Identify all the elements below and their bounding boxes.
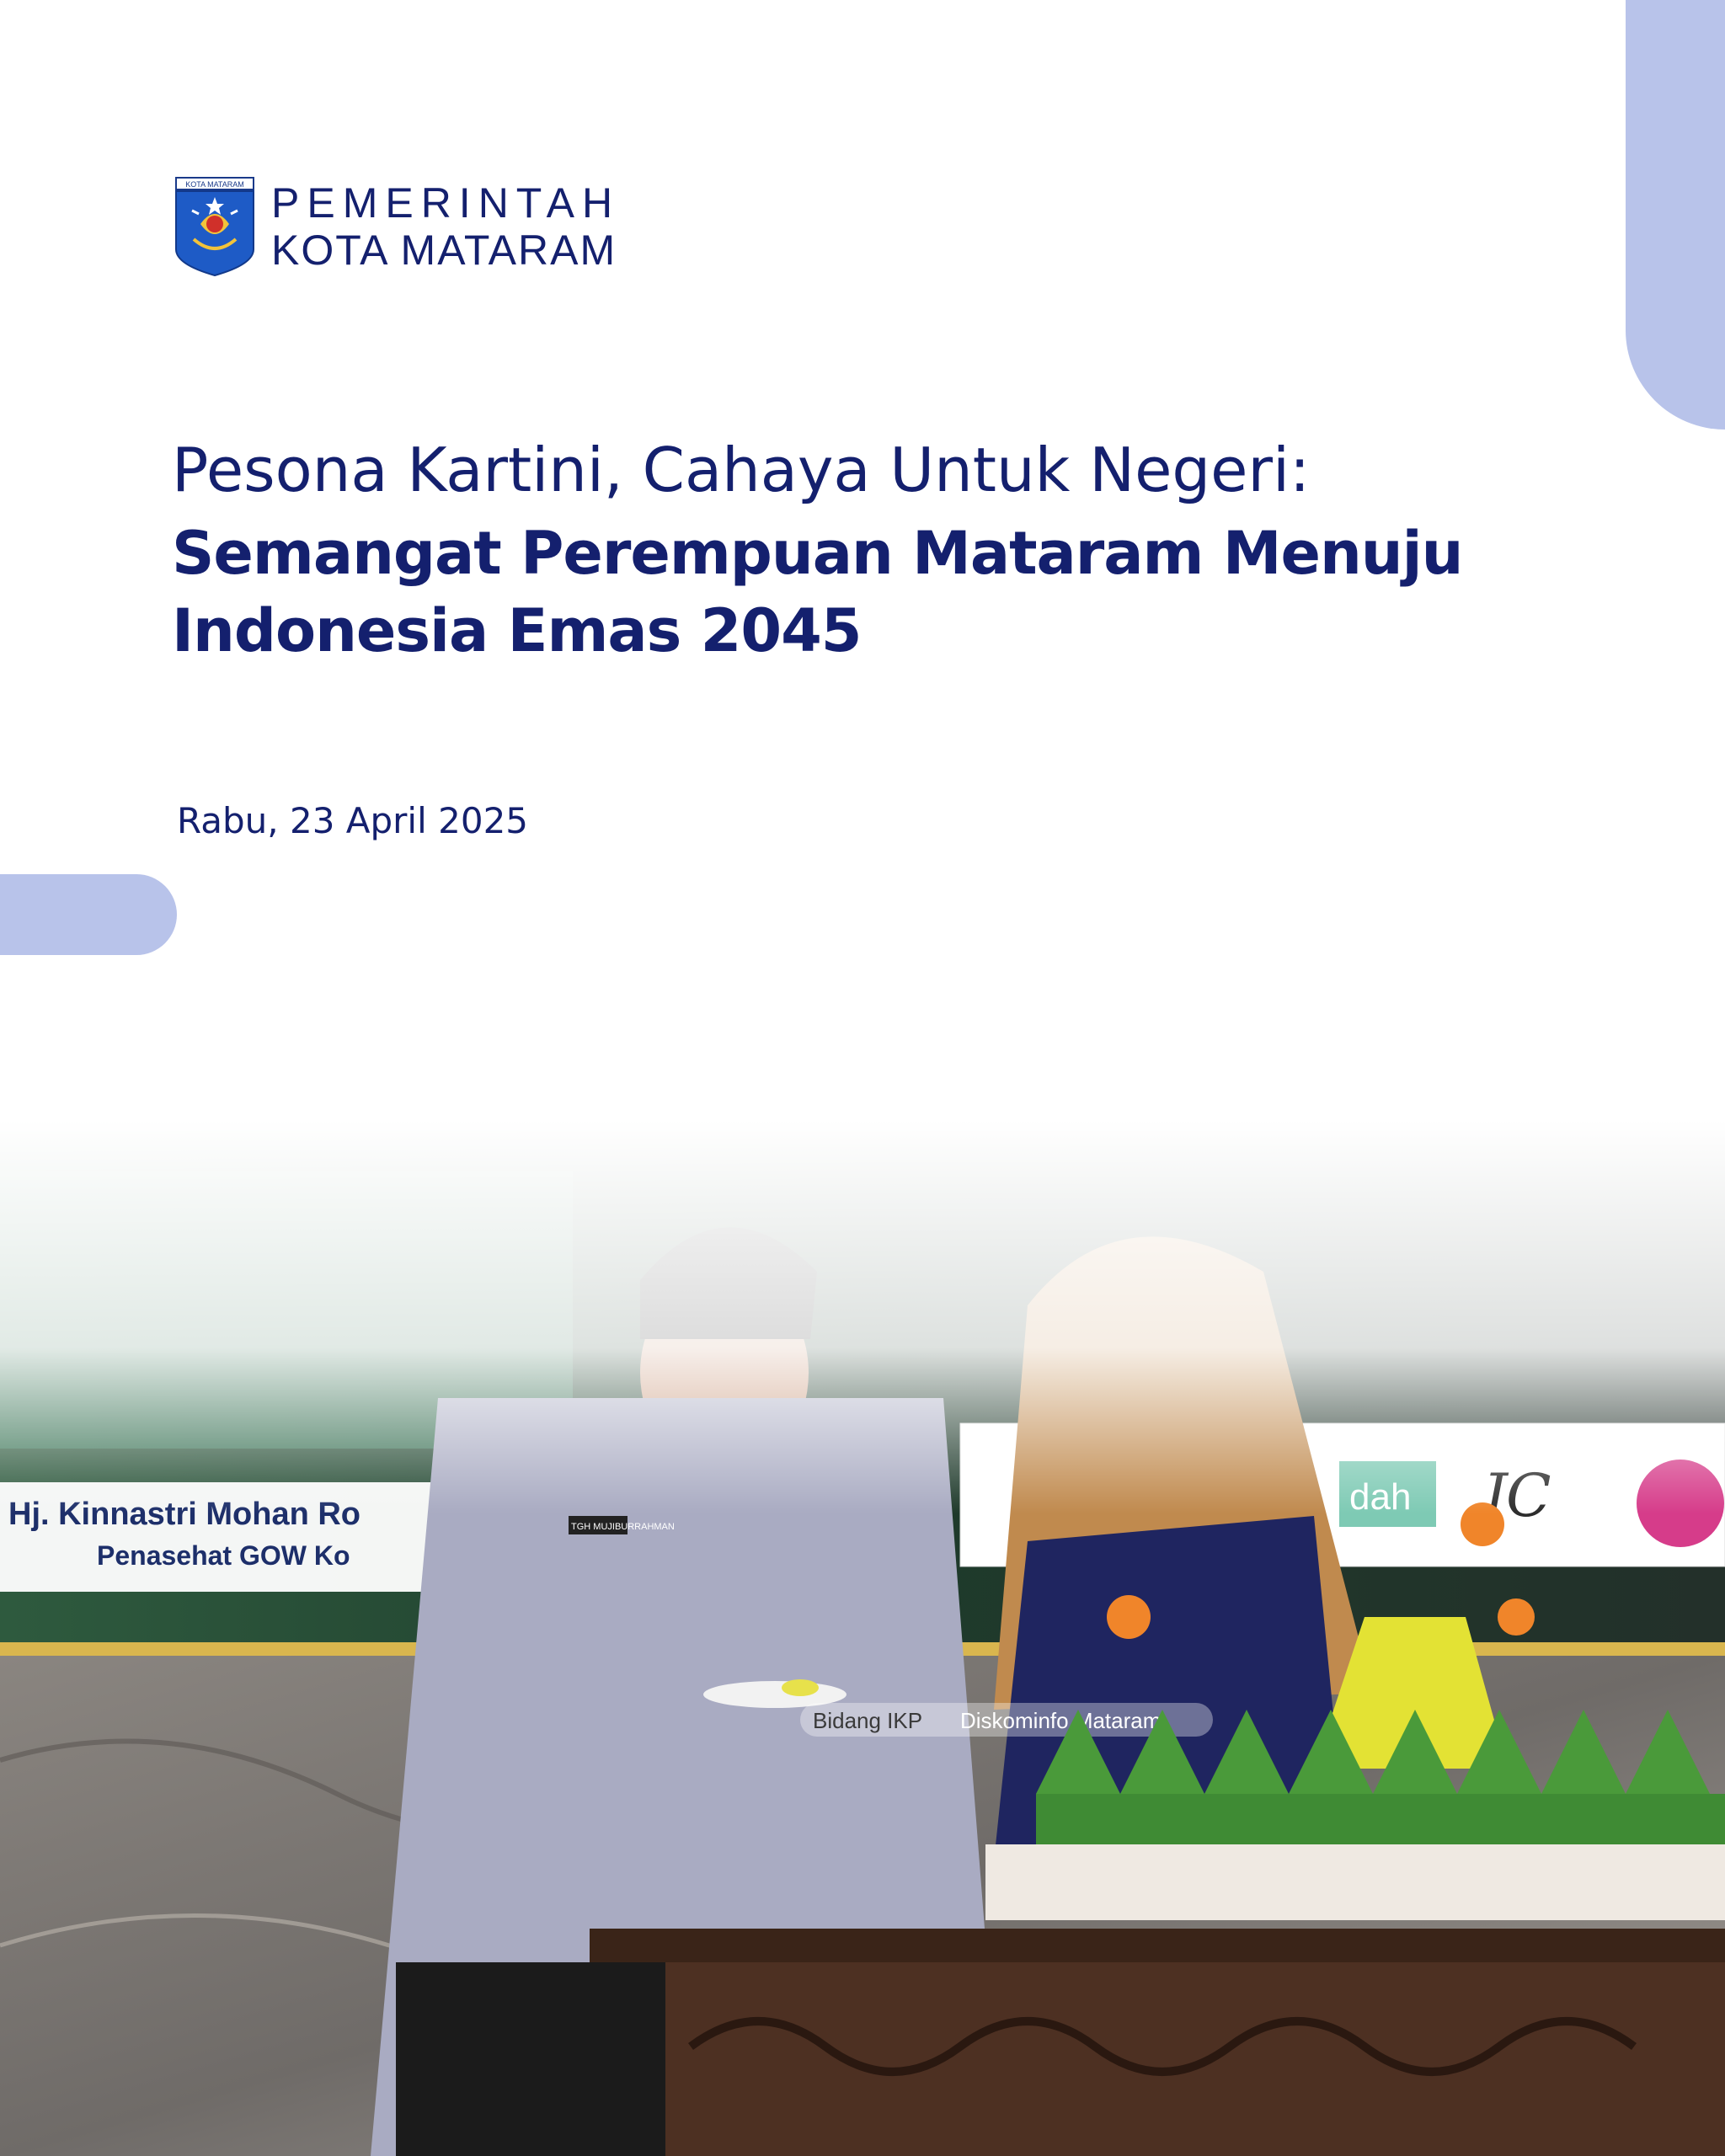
city-emblem-icon xyxy=(175,177,254,276)
org-name-line2: KOTA MATARAM xyxy=(271,227,617,274)
headline-main-line2: Indonesia Emas 2045 xyxy=(172,596,862,665)
headline xyxy=(172,428,1621,667)
org-logo xyxy=(175,177,620,276)
headline-main-line1: Semangat Perempuan Mataram Menuju xyxy=(172,519,1463,588)
headline-subtitle: Pesona Kartini, Cahaya Untuk Negeri: xyxy=(172,435,1311,505)
event-photo xyxy=(0,1120,1725,2156)
decorative-pill-shape xyxy=(0,874,177,955)
publish-date: Rabu, 23 April 2025 xyxy=(177,800,529,841)
emblem-caption: KOTA MATARAM xyxy=(185,180,244,189)
decorative-corner-shape xyxy=(1626,0,1725,430)
org-name-line1: PEMERINTAH xyxy=(271,179,621,227)
